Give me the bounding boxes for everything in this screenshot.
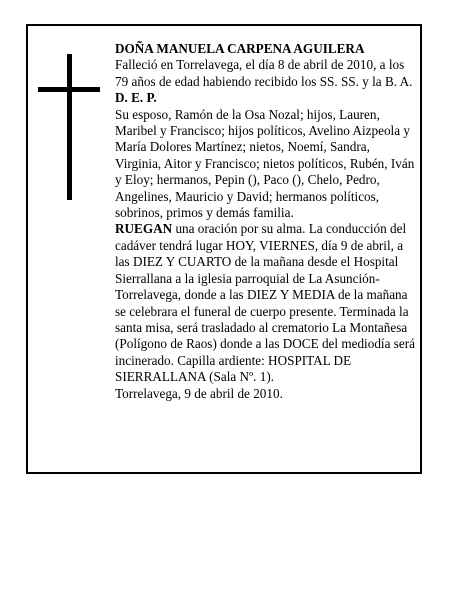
request-paragraph	[115, 221, 415, 385]
family-list: Su esposo, Ramón de la Osa Nozal; hijos, Lauren, Maribel y Francisco; hijos políticos, Avelino Aizpeola y María Dolores Martínez; nietos, Noemí, Sandra, Virginia, Aitor y Francisco; nietos políticos, Rubén, Iván y Eloy; hermanos, Pepin (), Paco (), Chelo, Pedro, Angelines, Mauricio y David; hermanos políticos, sobrinos, primos y demás familia.	[115, 106, 415, 221]
request-label: RUEGAN	[115, 221, 173, 237]
place-date: Torrelavega, 9 de abril de 2010.	[115, 385, 283, 401]
deceased-name: DOÑA MANUELA CARPENA AGUILERA	[115, 41, 365, 56]
rip-heading: D. E. P.	[115, 90, 157, 106]
request-text: una oración por su alma. La conducción del cadáver tendrá lugar HOY, VIERNES, día 9 de abril, a las DIEZ Y CUARTO de la mañana desde el Hospital Sierrallana a la iglesia parroquial de La Asunción-Torrelavega, donde a las DIEZ Y MEDIA de la mañana se celebrara el funeral de cuerpo presente. Terminada la santa misa, será trasladado al crematorio La Montañesa (Polígono de Raos) donde a las DOCE del mediodía será incinerado. Capilla ardiente: HOSPITAL DE SIERRALLANA (Sala Nº. 1).	[115, 221, 415, 385]
cross-icon	[38, 54, 100, 200]
death-info: Falleció en Torrelavega, el día 8 de abril de 2010, a los 79 años de edad habiendo recibido los SS. SS. y la B. A.	[115, 57, 413, 89]
obituary-notice	[26, 24, 422, 474]
obituary-text	[115, 41, 415, 402]
